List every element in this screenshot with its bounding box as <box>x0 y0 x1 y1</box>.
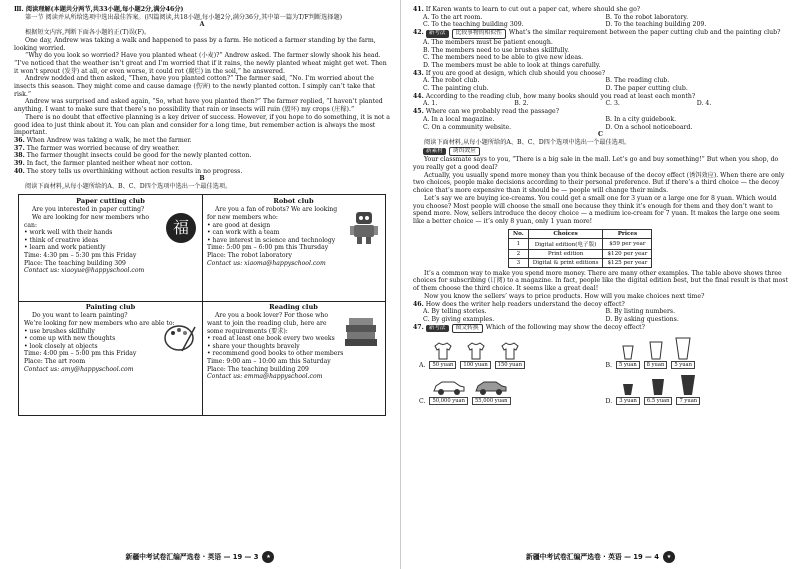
question-44 <box>413 93 788 101</box>
table-row <box>509 258 652 267</box>
club-line: Time: 4:00 pm – 5:00 pm this Friday <box>24 350 137 358</box>
question-number: 38. <box>14 152 25 160</box>
passage-a-instruction: 根据短文内容,判断下面各小题的正(T)误(F)。 <box>25 29 151 37</box>
passage-c-paragraph: Your classmate says to you, “There is a big sale in the mall. Let’s go and buy something!” But when you shop, do you really get a good deal? <box>413 156 779 172</box>
new-method-tag: 新考法 <box>426 30 449 38</box>
options <box>413 308 788 323</box>
paper-cut-fu-icon <box>166 213 196 243</box>
question-number: 42. <box>413 29 424 37</box>
cup-icon <box>674 336 692 360</box>
option-a[interactable]: A. The robot club. <box>423 77 480 85</box>
club-line: • can work with a team <box>207 229 280 237</box>
table-cell: Digital & print editions <box>528 258 603 267</box>
option-c[interactable]: C. On a community website. <box>423 123 512 131</box>
club-contact: Contact us: xiaoma@happyschool.com <box>207 259 326 267</box>
skill-tag: 图文转换 <box>452 324 483 334</box>
option-b[interactable]: B. In a city guidebook. <box>605 115 677 123</box>
tshirt-medium <box>460 342 490 369</box>
club-contact: Contact us: amy@happyschool.com <box>24 365 134 373</box>
question-45 <box>413 108 788 116</box>
page-footer <box>401 551 800 563</box>
club-line: Place: The teaching building 209 <box>207 365 309 373</box>
question-text: What’s the similar requirement between the paper cutting club and the painting club? <box>508 29 781 37</box>
table-cell: 3 <box>509 258 529 267</box>
option-b[interactable]: B. The reading club. <box>605 77 670 85</box>
question-number: 45. <box>413 108 424 116</box>
tshirt-icon <box>466 342 486 360</box>
badge-icon: ★ <box>663 551 675 563</box>
skill-tag: 比较事物的相似性 <box>452 29 506 39</box>
club-contact: Contact us: xiaoyue@happyschool.com <box>24 267 145 275</box>
question-36 <box>14 137 390 145</box>
cup-item <box>616 344 640 369</box>
passage-a-paragraph: There is no doubt that effective planning is a key driver of success. However, if you hope to do something, it is not a good idea to just think about it. You can plan and consider for a long time, but remember action is always the most important. <box>14 113 390 137</box>
club-line: Are you interested in paper cutting? <box>32 206 145 214</box>
club-title: Paper cutting club <box>76 196 145 205</box>
car-item <box>429 380 468 405</box>
question-number: 43. <box>413 69 424 77</box>
tshirt-small <box>429 342 456 369</box>
club-line: • learn and work patiently <box>24 244 106 252</box>
club-title: Reading club <box>269 302 318 311</box>
option-a[interactable]: A. In a local magazine. <box>423 115 495 123</box>
club-line: • look closely at objects <box>24 342 98 350</box>
question-number: 39. <box>14 160 25 168</box>
tshirt-large <box>495 342 525 369</box>
cup-icon <box>621 382 635 396</box>
club-line: • work well with their hands <box>24 229 113 237</box>
new-method-tag: 新考法 <box>426 325 449 333</box>
passage-c-tags <box>413 147 788 157</box>
tshirt-icon <box>500 342 520 360</box>
car-icon <box>474 380 508 396</box>
badge-icon: ★ <box>262 551 274 563</box>
passage-a-paragraph: “Why do you look so worried? Have you planted wheat (小麦)?” Andrew asked. The farmer slowly shook his head. “I’ve noticed that the weather isn’t great and I’m worried that if it rains, the newly planted wheat might get wet. Then it won’t sprout (发芽) at all, or even worse, it could rot (腐烂) in the soil,” he answered. <box>14 52 387 75</box>
club-line: Are you a fan of robots? We are looking for new members who: <box>207 206 338 222</box>
question-number: 40. <box>14 167 25 175</box>
club-line: Place: The robot laboratory <box>207 252 292 260</box>
options <box>413 14 788 29</box>
club-line: Place: The art room <box>24 358 86 366</box>
club-line: • recommend good books to other members <box>207 350 344 358</box>
club-line: • share your thoughts bravely <box>207 342 300 350</box>
table-cell: Print edition <box>528 249 603 258</box>
passage-a-paragraph: Andrew was surprised and asked again, “So, what have you planted then?” The farmer replied, “I haven’t planted anything. I want to make sure that there’s no possibility that rain or insects will ruin (毁坏) my crops (庄稼).” <box>14 98 383 114</box>
cup-item <box>644 377 673 405</box>
clubs-notice-board <box>18 194 386 416</box>
question-text: How does the writer help readers understand the decoy effect? <box>425 300 625 308</box>
option-c[interactable]: C. To the teaching building 309. <box>423 21 524 29</box>
table-cell: 2 <box>509 249 529 258</box>
price-label: 100 yuan <box>460 361 490 369</box>
car-item <box>472 380 511 405</box>
club-line: We’re looking for new members who are able to: <box>24 320 175 328</box>
price-label: 55,000 yuan <box>472 397 511 405</box>
price-label: 5 yuan <box>671 361 695 369</box>
club-line: We are looking for new members who can: <box>24 214 150 229</box>
cup-icon <box>679 373 697 396</box>
option-letter: A. <box>419 362 426 370</box>
cup-icon <box>648 340 664 360</box>
question-text: According to the reading club, how many books should you read at least each month? <box>425 92 696 100</box>
question-number: 46. <box>413 300 424 308</box>
question-37 <box>14 145 390 153</box>
question-40 <box>14 168 390 176</box>
option-a[interactable]: A. By telling stories. <box>423 308 487 316</box>
option-d[interactable] <box>606 371 785 405</box>
question-39 <box>14 160 390 168</box>
passage-c-paragraph: Let’s say we are buying ice-creams. You could get a small one for 3 yuan or a large one for 8 yuan. Which would you choose? Most people will choose the small one because they think it’s enough for them and they don’t want to spend more. Now, sellers introduce the decoy choice — a medium ice-cream for 7 yuan. It makes the large one seem like a better choice — it’s only 8 yuan, only 1 yuan more! <box>413 194 780 225</box>
passage-c-paragraph: It’s a common way to make you spend more money. There are many other examples. The table above shows three choices for subscribing (订阅) to a magazine. In fact, people like the digital edition best, but the final result is that most of them choose the third choice. It seems like a great deal! <box>413 269 788 293</box>
option-c[interactable]: C. By giving examples. <box>423 315 495 323</box>
price-label: 50,000 yuan <box>429 397 468 405</box>
question-42 <box>413 29 788 39</box>
cup-icon <box>650 377 666 396</box>
price-label: 150 yuan <box>495 361 525 369</box>
cup-item <box>644 340 668 369</box>
page-footer <box>0 551 400 563</box>
option-a[interactable]: A. The members must be patient enough. <box>423 38 553 46</box>
club-line: Time: 4:30 pm – 5:30 pm this Friday <box>24 252 137 260</box>
club-title: Painting club <box>85 302 136 311</box>
option-a[interactable]: A. 1. <box>423 100 438 108</box>
club-line: Place: The teaching building 309 <box>24 259 126 267</box>
paper-cutting-club <box>19 195 202 301</box>
passage-a-letter: A <box>199 21 205 29</box>
club-line: Time: 9:00 am – 10:00 am this Saturday <box>207 358 331 366</box>
question-46 <box>413 301 788 309</box>
question-number: 44. <box>413 92 424 100</box>
question-text: In fact, the farmer planted neither wheat nor cotton. <box>26 160 193 168</box>
question-text: If you are good at design, which club should you choose? <box>425 69 606 77</box>
painting-palette-icon <box>164 323 196 353</box>
option-letter: C. <box>419 398 426 406</box>
books-icon <box>343 315 379 349</box>
option-b[interactable]: B. By listing numbers. <box>605 308 676 316</box>
question-text: Where can we probably read the passage? <box>425 108 560 116</box>
cup-item <box>616 382 640 405</box>
option-d[interactable]: D. The members must be able to look at things carefully. <box>423 61 601 69</box>
club-contact: Contact us: emma@happyschool.com <box>207 373 323 381</box>
topic-tag: 诱饵效应 <box>449 147 480 157</box>
question-text: When Andrew was taking a walk, he met the farmer. <box>26 136 192 144</box>
passage-c-paragraph: Actually, you usually spend more money than you think because of the decoy effect (诱饵效应). When there are only two choices, people make decisions according to their personal preference. But if there’s a third choice — the decoy choice that’s more expensive than it should be — people will change their minds. <box>413 171 785 195</box>
tshirt-icon <box>433 342 453 360</box>
part1-intro: 第一节 阅读并从所给选项中选出最佳答案。(四篇阅读,共18小题,每小题2分,满分36分,其中第一篇为T/F判断选择题) <box>25 13 343 21</box>
club-line: Are you a book lover? For those who want to join the reading club, here are some requirements (要求): <box>207 312 328 335</box>
table-cell: Digital edition(电子版) <box>528 238 603 249</box>
footer-text: 新疆中考试卷汇编严选卷 · 英语 — 19 — 3 <box>125 553 259 561</box>
right-page <box>400 0 800 569</box>
table-cell: $125 per year <box>603 258 652 267</box>
price-label: 6.5 yuan <box>644 397 673 405</box>
option-c[interactable]: C. The members need to be able to give new ideas. <box>423 54 584 62</box>
question-43 <box>413 70 788 78</box>
table-header: Prices <box>603 229 652 238</box>
club-line: • are good at design <box>207 221 271 229</box>
section-title: Ⅲ. 阅读理解(本题共分两节,共33小题,每小题2分,满分46分) <box>14 6 184 13</box>
price-label: 7 yuan <box>676 397 700 405</box>
question-number: 36. <box>14 136 25 144</box>
option-d[interactable]: D. To the teaching building 209. <box>605 21 707 29</box>
question-text: If Karen wants to learn to cut out a paper cat, where should she go? <box>425 6 641 13</box>
option-d[interactable]: D. By asking questions. <box>605 315 679 323</box>
price-label: 8 yuan <box>644 361 668 369</box>
cup-item <box>671 336 695 369</box>
question-number: 47. <box>413 323 424 331</box>
table-cell: 1 <box>509 238 529 249</box>
club-line: Do you want to learn painting? <box>32 312 128 320</box>
table-row <box>509 238 652 249</box>
new-material-tag: 新素材 <box>423 148 446 156</box>
table-header-row <box>509 229 652 238</box>
option-a[interactable] <box>419 335 598 369</box>
fu-character: 福 <box>172 218 189 238</box>
option-b[interactable] <box>606 335 785 369</box>
price-label: 50 yuan <box>429 361 456 369</box>
passage-c-instruction: 阅读下面材料,从每小题所给的A、B、C、D四个选项中选出一个最佳选项。 <box>424 138 631 146</box>
club-title: Robot club <box>273 196 314 205</box>
club-line: • have interest in science and technology <box>207 236 336 244</box>
option-c[interactable]: C. The painting club. <box>423 85 489 93</box>
table-header: Choices <box>528 229 603 238</box>
options <box>413 100 788 108</box>
painting-club <box>19 301 202 415</box>
options <box>413 116 788 131</box>
reading-club <box>202 301 385 415</box>
club-line: • read at least one book every two weeks <box>207 335 335 343</box>
robot-icon <box>349 209 379 245</box>
options <box>413 77 788 92</box>
option-d[interactable]: D. The paper cutting club. <box>605 85 688 93</box>
option-c[interactable] <box>419 371 598 405</box>
cup-item <box>676 373 700 405</box>
option-b[interactable]: B. The members need to use brushes skillfully. <box>423 46 570 54</box>
passage-b-instruction: 阅读下面材料,从每小题所给的A、B、C、D四个选项中选出一个最佳选项。 <box>25 183 232 191</box>
club-line: • come up with new thoughts <box>24 335 116 343</box>
question-text: The story tells us overthinking without action results in no progress. <box>26 167 243 175</box>
club-line: • use brushes skillfully <box>24 327 95 335</box>
car-icon <box>432 380 466 396</box>
footer-text: 新疆中考试卷汇编严选卷 · 英语 — 19 — 4 <box>526 553 659 561</box>
subscription-table <box>508 229 652 268</box>
club-line: Time: 5:00 pm – 6:00 pm this Thursday <box>207 244 329 252</box>
option-letter: B. <box>605 362 613 370</box>
option-a[interactable]: A. To the art room. <box>423 13 483 21</box>
table-header: No. <box>509 229 529 238</box>
price-label: 5 yuan <box>616 361 640 369</box>
option-c[interactable]: C. 3. <box>605 100 620 108</box>
passage-b-letter: B <box>199 175 205 183</box>
price-label: 3 yuan <box>616 397 640 405</box>
option-d[interactable]: D. 4. <box>696 100 712 108</box>
question-number: 37. <box>14 144 25 152</box>
question-38 <box>14 152 390 160</box>
cup-icon <box>621 344 635 360</box>
options <box>413 39 788 70</box>
club-line: • think of creative ideas <box>24 236 99 244</box>
table-cell: $59 per year <box>603 238 652 249</box>
table-row <box>509 249 652 258</box>
robot-club <box>202 195 385 301</box>
passage-a-paragraph: One day, Andrew was taking a walk and happened to pass by a farm. He noticed a farmer standing by the farm, looking worried. <box>14 36 376 52</box>
passage-c-paragraph: Now you know the sellers’ ways to price products. How will you make choices next time? <box>424 292 705 300</box>
question-text: The farmer was worried because of dry weather. <box>26 144 180 152</box>
option-letter: D. <box>605 398 613 406</box>
picture-options <box>413 333 788 405</box>
passage-c-letter: C <box>598 131 603 139</box>
question-text: Which of the following may show the decoy effect? <box>485 323 645 331</box>
option-d[interactable]: D. On a school noticeboard. <box>605 123 693 131</box>
question-41 <box>413 6 788 14</box>
question-47 <box>413 324 788 334</box>
passage-a-paragraph: Andrew nodded and then asked, “Then, have you planted cotton?” The farmer said, “No. I’m worried about the insects this season. They might come and cause damage (伤害) to the newly planted cotton. I simply can’t take that risk.” <box>14 75 376 98</box>
question-text: The farmer thought insects could be good for the newly planted cotton. <box>26 152 252 160</box>
question-number: 41. <box>413 6 424 13</box>
option-b[interactable]: B. 2. <box>514 100 529 108</box>
table-cell: $120 per year <box>603 249 652 258</box>
option-b[interactable]: B. To the robot laboratory. <box>605 13 689 21</box>
